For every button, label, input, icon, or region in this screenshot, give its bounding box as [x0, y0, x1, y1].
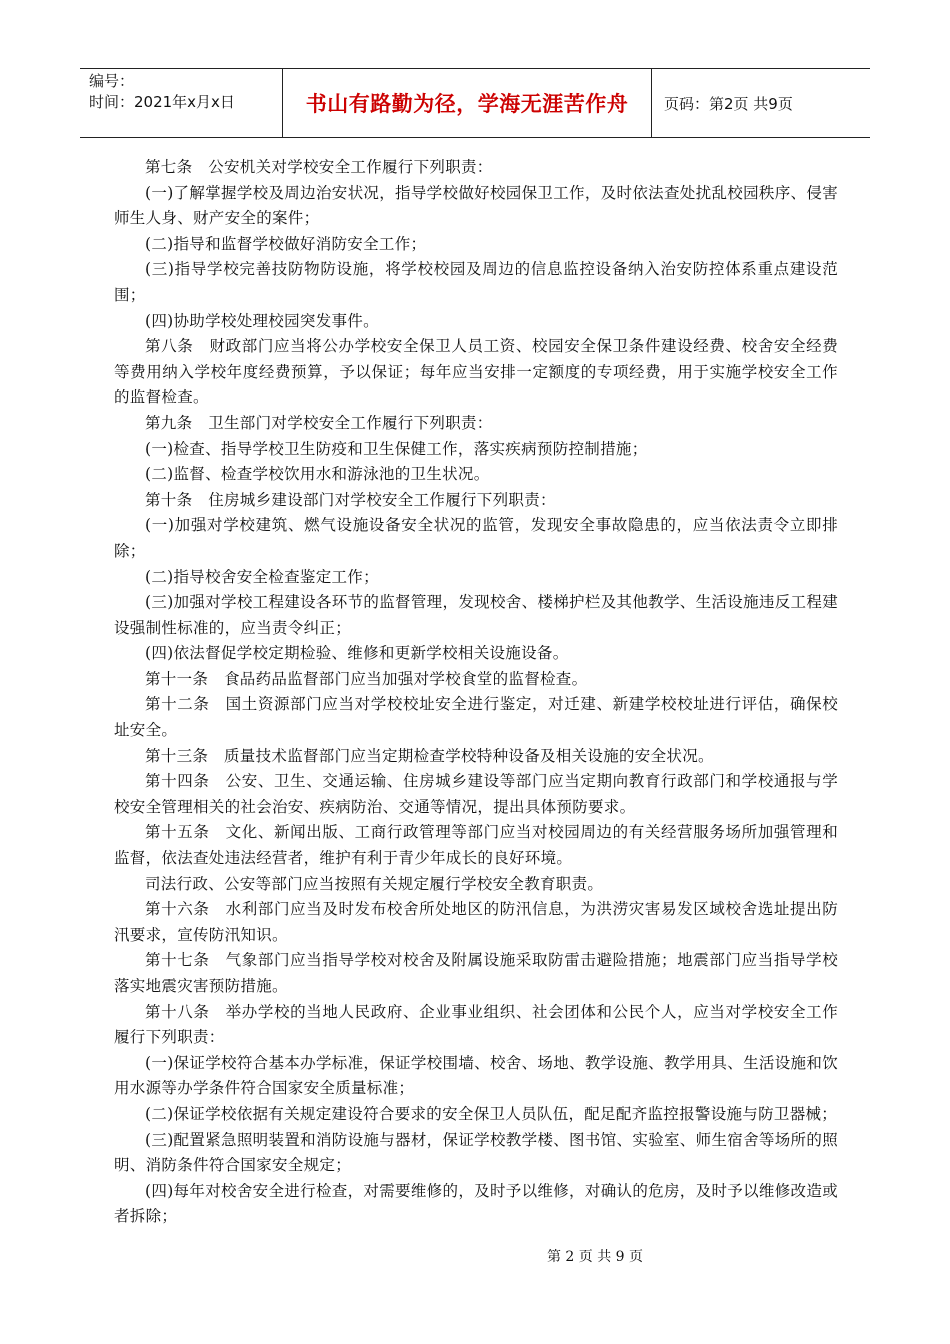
header-page-code: 页码：第2页 共9页 [664, 94, 793, 113]
paragraph: (一)检查、指导学校卫生防疫和卫生保健工作，落实疾病预防控制措施； [145, 439, 648, 458]
paragraph: 第八条 财政部门应当将公办学校安全保卫人员工资、校园安全保卫条件建设经费、校舍安全经费等费用纳入学校年度经费预算，予以保证；每年应当安排一定额度的专项经费，用于实施学校安全工作的监督检查。 [114, 337, 838, 407]
paragraph: (一)了解掌握学校及周边治安状况，指导学校做好校园保卫工作，及时依法查处扰乱校园秩序、侵害师生人身、财产安全的案件； [114, 183, 838, 228]
page-header [80, 68, 870, 138]
paragraph: 第十条 住房城乡建设部门对学校安全工作履行下列职责： [145, 490, 556, 509]
document-time-label: 时间：2021年x月x日 [89, 93, 235, 111]
paragraph: (四)协助学校处理校园突发事件。 [145, 311, 379, 330]
paragraph: 第十三条 质量技术监督部门应当定期检查学校特种设备及相关设施的安全状况。 [145, 746, 714, 765]
paragraph: (二)保证学校依据有关规定建设符合要求的安全保卫人员队伍，配足配齐监控报警设施与防卫器械； [145, 1104, 838, 1123]
paragraph: (三)配置紧急照明装置和消防设施与器材，保证学校教学楼、图书馆、实验室、师生宿舍等场所的照明、消防条件符合国家安全规定； [114, 1130, 838, 1175]
paragraph: 第九条 卫生部门对学校安全工作履行下列职责： [145, 413, 493, 432]
paragraph: 第十六条 水利部门应当及时发布校舍所处地区的防汛信息，为洪涝灾害易发区域校舍选址提出防汛要求，宣传防汛知识。 [114, 900, 838, 944]
document-body [114, 155, 838, 1230]
paragraph: 第十五条 文化、新闻出版、工商行政管理等部门应当对校园周边的有关经营服务场所加强管理和监督，依法查处违法经营者，维护有利于青少年成长的良好环境。 [114, 823, 838, 868]
paragraph: 司法行政、公安等部门应当按照有关规定履行学校安全教育职责。 [145, 874, 604, 893]
paragraph: 第十一条 食品药品监督部门应当加强对学校食堂的监督检查。 [145, 669, 588, 688]
paragraph: 第十七条 气象部门应当指导学校对校舍及附属设施采取防雷击避险措施；地震部门应当指导学校落实地震灾害预防措施。 [114, 951, 838, 995]
paragraph: (三)指导学校完善技防物防设施，将学校校园及周边的信息监控设备纳入治安防控体系重点建设范围； [114, 260, 839, 304]
paragraph: (一)保证学校符合基本办学标准，保证学校围墙、校舍、场地、教学设施、教学用具、生活设施和饮用水源等办学条件符合国家安全质量标准； [114, 1053, 838, 1098]
header-page-code-cell [652, 69, 870, 137]
page-footer [0, 1246, 950, 1266]
paragraph: (二)指导和监督学校做好消防安全工作； [145, 234, 427, 253]
paragraph: 第十二条 国土资源部门应当对学校校址安全进行鉴定，对迁建、新建学校校址进行评估，确保校址安全。 [114, 695, 838, 740]
paragraph: 第十四条 公安、卫生、交通运输、住房城乡建设等部门应当定期向教育行政部门和学校通报与学校安全管理相关的社会治安、疾病防治、交通等情况，提出具体预防要求。 [114, 772, 838, 816]
paragraph: (二)指导校舍安全检查鉴定工作； [145, 567, 379, 586]
paragraph: 第七条 公安机关对学校安全工作履行下列职责： [145, 158, 493, 176]
header-motto-cell [283, 69, 652, 137]
paragraph: 第十八条 举办学校的当地人民政府、企业事业组织、社会团体和公民个人，应当对学校安全工作履行下列职责： [114, 1002, 838, 1047]
header-meta [80, 69, 283, 137]
document-number-label: 编号： [89, 72, 135, 90]
paragraph: (四)每年对校舍安全进行检查，对需要维修的，及时予以维修，对确认的危房，及时予以维修改造或者拆除； [114, 1181, 838, 1226]
paragraph: (二)监督、检查学校饮用水和游泳池的卫生状况。 [145, 465, 490, 484]
paragraph: (一)加强对学校建筑、燃气设施设备安全状况的监管，发现安全事故隐患的，应当依法责令立即排除； [114, 516, 839, 560]
paragraph: (三)加强对学校工程建设各环节的监督管理，发现校舍、楼梯护栏及其他教学、生活设施违反工程建设强制性标准的，应当责令纠正； [114, 593, 838, 637]
paragraph: (四)依法督促学校定期检验、维修和更新学校相关设施设备。 [145, 644, 569, 663]
header-motto: 书山有路勤为径，学海无涯苦作舟 [305, 92, 629, 116]
footer-page-number: 第 2 页 共 9 页 [546, 1249, 644, 1265]
